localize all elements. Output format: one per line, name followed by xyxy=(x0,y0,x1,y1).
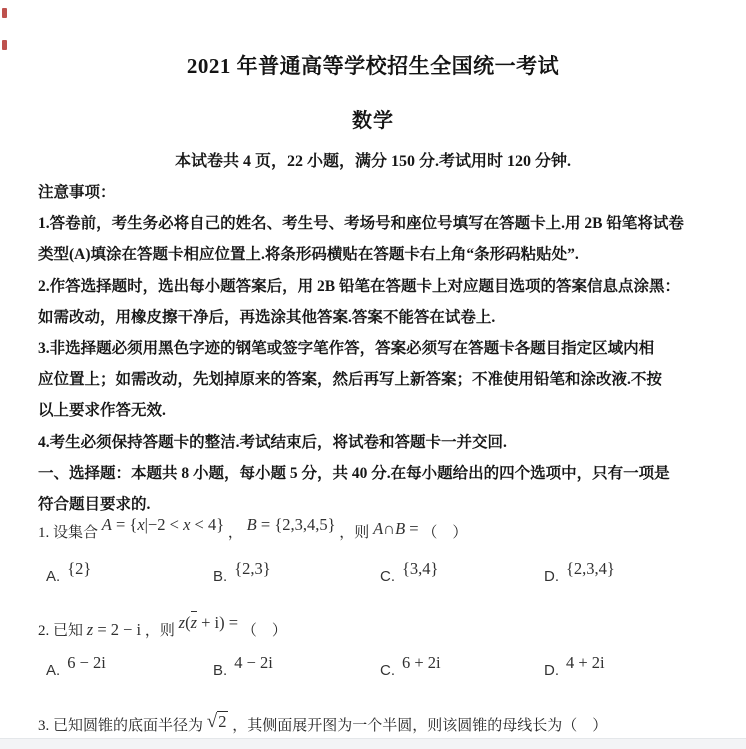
option-d: D. {2,3,4} xyxy=(544,559,615,585)
z-bar: z xyxy=(190,613,197,632)
notice-line: 4.考生必须保持答题卡的整洁.考试结束后，将试卷和答题卡一并交回. xyxy=(38,433,507,451)
question-text: 已知圆锥的底面半径为 xyxy=(49,718,204,734)
z-definition: z = 2 − i xyxy=(86,620,142,639)
notice-heading: 注意事项： xyxy=(38,184,116,201)
sqrt-2-expression: √2 xyxy=(206,711,227,732)
option-b: B. 4 − 2i xyxy=(213,653,273,679)
question-text: ，则 xyxy=(339,525,370,541)
option-b: B. {2,3} xyxy=(213,559,271,585)
question-number: 2. xyxy=(38,623,50,639)
answer-blank: （ ） xyxy=(422,525,468,541)
option-c: C. 6 + 2i xyxy=(380,653,441,679)
page-title: 2021 年普通高等学校招生全国统一考试 xyxy=(186,54,560,78)
question-text: ，则 xyxy=(144,623,175,639)
set-b-expression: B = {2,3,4,5} xyxy=(246,515,336,534)
question-text: 已知 xyxy=(49,623,84,639)
question-1-options xyxy=(46,559,615,586)
red-edge-mark xyxy=(2,8,7,18)
question-3 xyxy=(38,711,608,735)
question-2 xyxy=(38,613,287,640)
notice-line: 以上要求作答无效. xyxy=(38,402,166,420)
red-edge-mark xyxy=(2,40,7,50)
notice-line: 2.作答选择题时，选出每小题答案后，用 2B 铅笔在答题卡上对应题目选项的答案信息点涂黑： xyxy=(38,277,680,295)
option-a: A. 6 − 2i xyxy=(46,653,106,679)
option-a: A. {2} xyxy=(46,559,92,585)
notice-line: 1.答卷前，考生务必将自己的姓名、考生号、考场号和座位号填写在答题卡上.用 2B 铅笔将试卷 xyxy=(38,215,684,233)
question-1 xyxy=(38,515,468,542)
notice-line: 类型(A)填涂在答题卡相应位置上.将条形码横贴在答题卡右上角“条形码粘贴处”. xyxy=(38,246,579,264)
intersection-expression: A∩B = xyxy=(373,519,419,538)
answer-blank: （ ） xyxy=(241,623,287,639)
radical-sign: √ xyxy=(206,711,218,732)
conjugate-expression: z(z + i) = xyxy=(178,613,239,632)
notice-line: 如需改动，用橡皮擦干净后，再选涂其他答案.答案不能答在试卷上. xyxy=(38,308,496,326)
section-header-line: 符合题目要求的. xyxy=(38,496,151,514)
question-2-options xyxy=(46,653,605,680)
question-text: 设集合 xyxy=(49,525,99,541)
option-c: C. {3,4} xyxy=(380,559,439,585)
notice-line: 应位置上；如需改动，先划掉原来的答案，然后再写上新答案；不准使用铅笔和涂改液.不按 xyxy=(38,371,662,389)
question-text: ，其侧面展开图为一个半圆，则该圆锥的母线长为（ ） xyxy=(232,718,608,734)
question-number: 1. xyxy=(38,525,50,541)
comma: ， xyxy=(227,525,243,541)
viewport-bottom-strip xyxy=(0,738,746,749)
notice-block xyxy=(38,177,714,520)
notice-line: 3.非选择题必须用黑色字迹的钢笔或签字笔作答，答案必须写在答题卡各题目指定区域内相 xyxy=(38,340,655,358)
question-number: 3. xyxy=(38,718,50,734)
subject-title: 数学 xyxy=(352,110,394,132)
exam-info-line: 本试卷共 4 页，22 小题，满分 150 分.考试用时 120 分钟. xyxy=(174,153,571,170)
option-d: D. 4 + 2i xyxy=(544,653,605,679)
section-header-line: 一、选择题：本题共 8 小题，每小题 5 分，共 40 分.在每小题给出的四个选项中，只有一项是 xyxy=(38,464,670,482)
set-a-expression: A = {x|−2 < x < 4} xyxy=(101,515,225,534)
